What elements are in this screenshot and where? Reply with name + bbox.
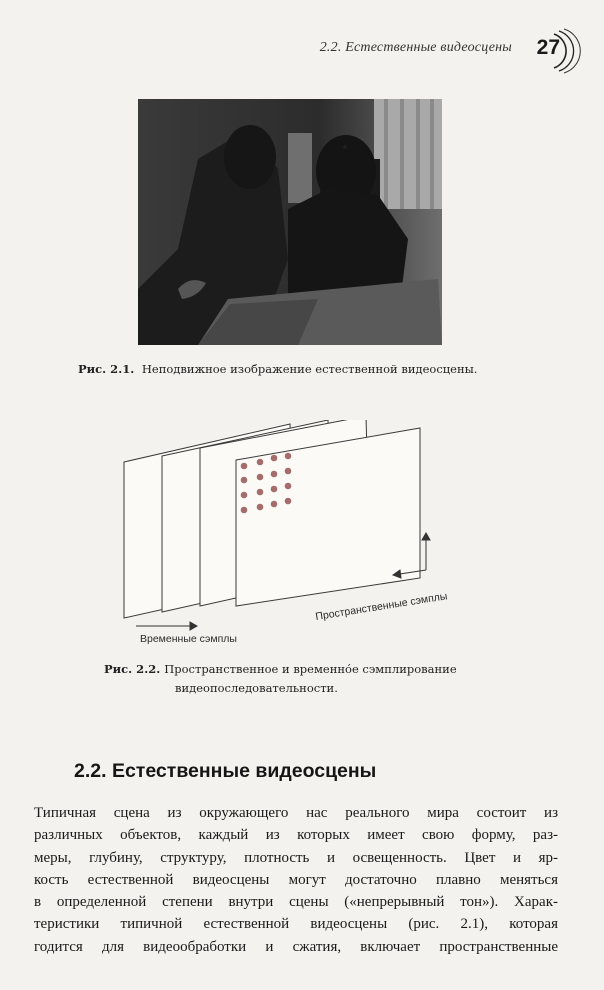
running-title: 2.2. Естественные видеосцены (319, 40, 512, 55)
temporal-arrow-head-icon (190, 622, 197, 630)
figure-2-2-caption (104, 660, 544, 698)
figure-2-2-diagram (110, 420, 480, 655)
spatial-arrow-up-icon (422, 533, 430, 540)
body-paragraph (34, 802, 558, 958)
figure-2-2-caption-line-1: Пространственное и временно́е сэмплирование (164, 662, 457, 676)
page-number: 27 (536, 36, 560, 59)
spatial-samples-label: Пространственные сэмплы (314, 590, 449, 623)
body-line: в определенной степени внутри сцены («непрерывный тон»). Харак- (34, 894, 558, 911)
body-line: годится для видеообработки и сжатия, включает пространственные (34, 938, 558, 955)
body-line: теристики типичной естественной видеосцены (рис. 2.1), которая (34, 916, 558, 933)
body-line: Типичная сцена из окружающего нас реального мира состоит из (34, 805, 558, 821)
page-number-ornament-icon (550, 28, 582, 74)
temporal-samples-label: Временные сэмплы (140, 633, 237, 645)
figure-2-1-caption-text: Неподвижное изображение естественной видеосцены. (141, 362, 478, 376)
body-line: меры, глубину, структуру, плотность и освещенность. Цвет и яр- (34, 849, 558, 866)
figure-2-1-photo (138, 99, 442, 345)
video-frame-4 (236, 428, 420, 606)
figure-2-1-caption (78, 362, 538, 376)
figure-2-1-label: Рис. 2.1. (78, 362, 135, 376)
section-heading: 2.2. Естественные видеосцены (74, 760, 377, 782)
figure-2-2-label: Рис. 2.2. (104, 662, 161, 676)
body-line: различных объектов, каждый из которых имеет свою форму, раз- (34, 827, 558, 844)
running-header (0, 36, 604, 66)
figure-2-2-caption-line-2: видеопоследовательности. (175, 681, 338, 695)
body-line: кость естественной видеосцены могут достаточно плавно меняться (34, 871, 558, 888)
